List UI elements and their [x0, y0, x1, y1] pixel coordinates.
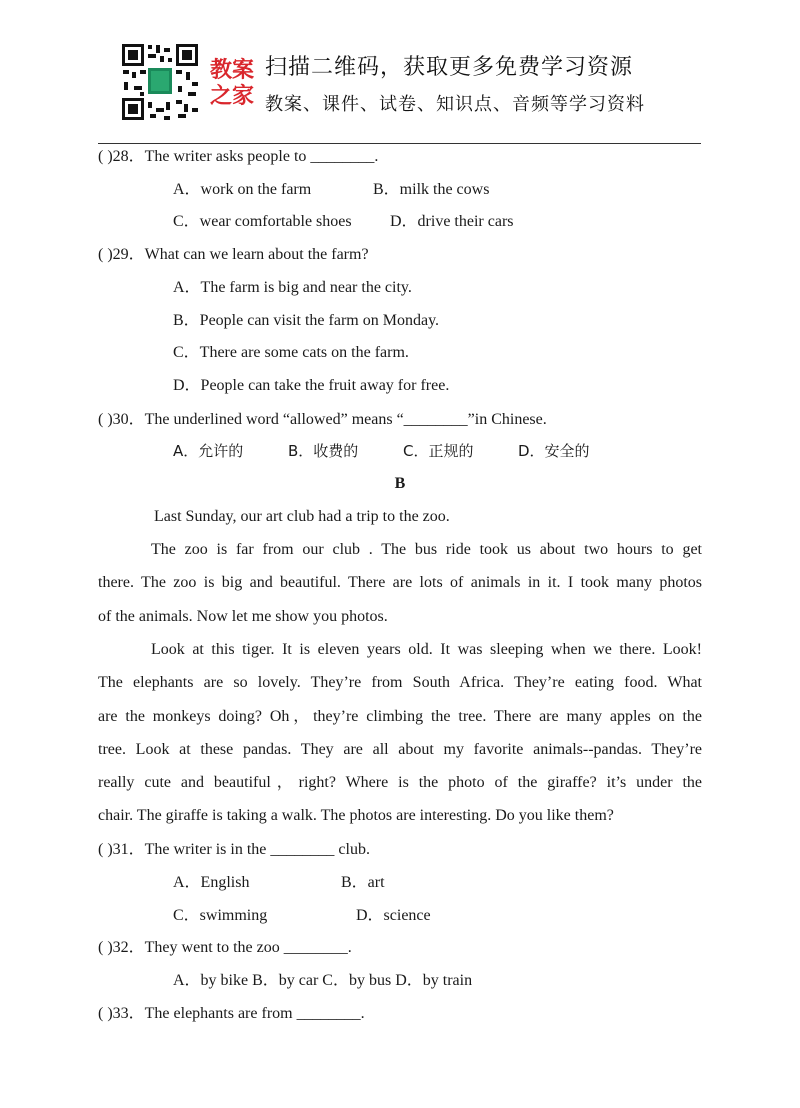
header-slogan: 扫描二维码，获取更多免费学习资源 — [265, 55, 634, 80]
question-29: ( )29．What can we learn about the farm? — [98, 246, 369, 263]
brand-line-1: 教案 — [210, 58, 255, 83]
option-28-a: A．work on the farm — [173, 181, 312, 198]
option-29-a: A．The farm is big and near the city. — [173, 279, 412, 296]
passage-line: there. The zoo is big and beautiful. There are lots of animals in it. I took many photos — [98, 574, 702, 592]
passage-line: really cute and beautiful，right? Where is the photo of the giraffe? it’s under the — [98, 774, 702, 792]
option-30-d: D．安全的 — [518, 442, 590, 460]
option-28-c: C．wear comfortable shoes — [173, 213, 352, 230]
option-28-d: D．drive their cars — [390, 213, 514, 230]
options-32: A．by bike B．by car C．by bus D．by train — [173, 972, 473, 989]
option-29-b: B．People can visit the farm on Monday. — [173, 312, 440, 329]
option-31-d: D．science — [356, 907, 431, 924]
passage-paragraph-2 — [98, 633, 702, 833]
option-31-b: B．art — [341, 874, 385, 891]
passage-line: The zoo is far from our club . The bus ride took us about two hours to get — [151, 541, 702, 558]
option-30-b: B．收费的 — [288, 442, 359, 460]
question-31: ( )31．The writer is in the ________ club. — [98, 841, 370, 858]
passage-line: tree. Look at these pandas. They are all about my favorite animals--pandas. They’re — [98, 740, 702, 758]
brand-line-2: 之家 — [210, 84, 255, 109]
option-29-d: D．People can take the fruit away for free. — [173, 377, 450, 394]
option-30-c: C．正规的 — [403, 442, 474, 460]
question-33: ( )33．The elephants are from ________. — [98, 1005, 365, 1022]
section-b-heading: B — [394, 475, 406, 492]
question-30: ( )30．The underlined word “allowed” means “________”in Chinese. — [98, 411, 547, 428]
question-32: ( )32．They went to the zoo ________. — [98, 939, 352, 956]
passage-intro: Last Sunday, our art club had a trip to the zoo. — [154, 508, 450, 525]
header-divider — [98, 143, 701, 144]
page-header — [120, 40, 700, 130]
passage-line: The elephants are so lovely. They’re from South Africa. They’re eating food. What — [98, 674, 702, 692]
option-31-c: C．swimming — [173, 907, 268, 924]
brand-logo-text — [210, 58, 256, 110]
question-28: ( )28．The writer asks people to ________. — [98, 148, 379, 165]
passage-line: are the monkeys doing? Oh，they’re climbing the tree. There are many apples on the — [98, 707, 702, 725]
passage-paragraph-1 — [98, 533, 702, 633]
option-28-b: B．milk the cows — [373, 181, 490, 198]
option-30-a: A．允许的 — [173, 442, 244, 460]
passage-line: Look at this tiger. It is eleven years old. It was sleeping when we there. Look! — [151, 641, 702, 658]
passage-line: of the animals. Now let me show you photos. — [98, 607, 388, 625]
option-29-c: C．There are some cats on the farm. — [173, 344, 409, 361]
option-31-a: A．English — [173, 874, 250, 891]
qr-code-icon — [120, 42, 200, 122]
header-subslogan: 教案、课件、试卷、知识点、音频等学习资料 — [265, 94, 645, 115]
passage-line: chair. The giraffe is taking a walk. The photos are interesting. Do you like them? — [98, 807, 614, 825]
